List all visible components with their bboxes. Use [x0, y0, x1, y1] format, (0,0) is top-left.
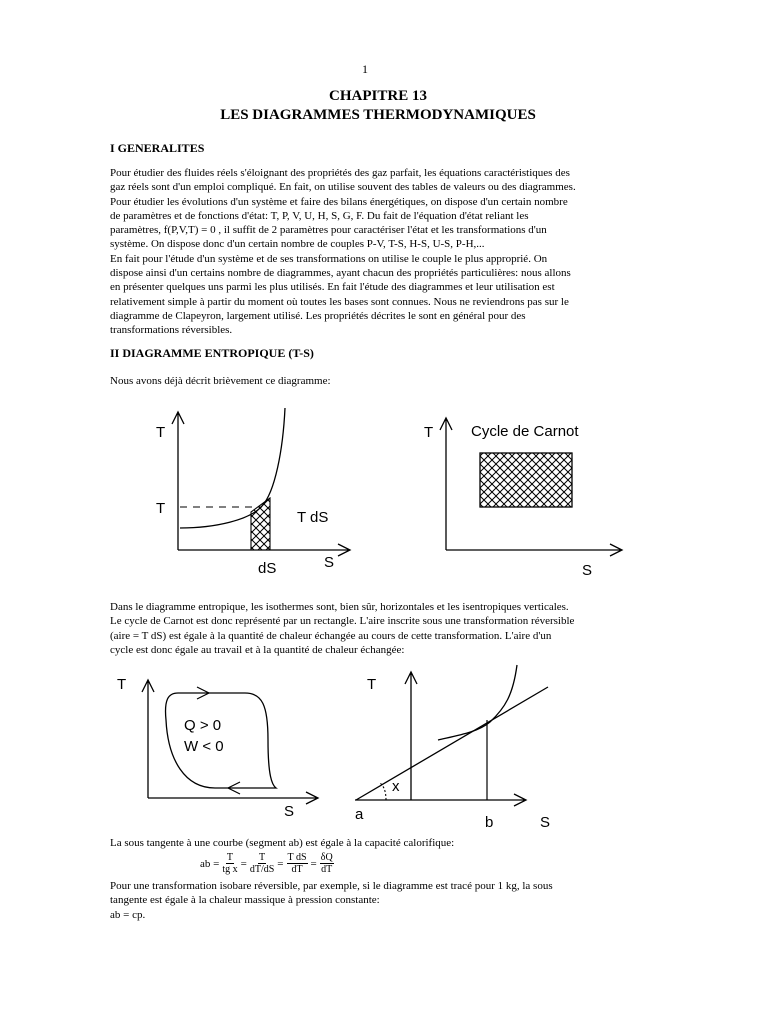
text-line: système. On dispose donc d'un certain nombre de couples P-V, T-S, H-S, U-S, P-H,... [110, 238, 485, 251]
s-axis-arrow [355, 794, 526, 806]
numerator: T [226, 852, 234, 863]
text-line: transformations réversibles. [110, 324, 233, 337]
text-line: Pour étudier des fluides réels s'éloignant des propriétés des gaz parfait, les équations caractéristiques des [110, 167, 570, 179]
fig1-t-axis-label: T [156, 424, 166, 441]
fig1-s-axis-label: S [324, 554, 335, 571]
fig4-b-label: b [485, 814, 494, 831]
tangent-line [356, 687, 548, 800]
tangent-sentence: La sous tangente à une courbe (segment ab) est égale à la capacité calorifique: [110, 837, 455, 849]
text-line: relativement simple à partir du moment où toutes les bases sont connues. Nous ne reviendrons pas sur le [110, 295, 569, 308]
fraction [287, 852, 308, 875]
fig4-s-axis-label: S [540, 814, 551, 831]
fig3-s-axis-label: S [284, 803, 295, 820]
figure-ts-area [172, 408, 350, 556]
figure-cycle [142, 680, 318, 804]
t-axis-arrow [172, 412, 184, 550]
fig4-angle-label: x [392, 778, 400, 795]
text-line: (aire = T dS) est égale à la quantité de chaleur échangée au cours de cette transformation. L'aire d'un [110, 629, 552, 642]
text-line: Pour une transformation isobare réversible, par exemple, si le diagramme est tracé pour 1 kg, la sous [110, 880, 553, 892]
text-line: Pour étudier les évolutions d'un système et faire des bilans énergétiques, on dispose d'un certain nombre [110, 195, 568, 208]
text-line: tangente est égale à la chaleur massique à pression constante: [110, 894, 380, 907]
figure-tangent [355, 665, 548, 806]
fraction [320, 852, 334, 875]
text-line: Le cycle de Carnot est donc représenté par un rectangle. L'aire inscrite sous une transformation réversible [110, 615, 575, 628]
denominator: dT [321, 864, 333, 875]
denominator: tg x [222, 864, 238, 875]
section-intro: Nous avons déjà décrit brièvement ce diagramme: [110, 375, 331, 387]
fig4-a-label: a [355, 806, 364, 823]
fig2-s-axis-label: S [582, 562, 593, 579]
fig2-t-axis-label: T [424, 424, 434, 441]
fig3-t-axis-label: T [117, 676, 127, 693]
text-line: dispose ainsi d'un certains nombre de diagrammes, ayant chacun des propriétés particulières: nous allons [110, 267, 571, 280]
fig2-title: Cycle de Carnot [471, 423, 579, 440]
fraction [250, 852, 274, 875]
t-axis-arrow [440, 418, 452, 550]
carnot-rectangle [480, 453, 572, 507]
text-line: de paramètres et de fonctions d'état: T, P, V, U, H, S, G, F. Du fait de l'équation d'état reliant les [110, 209, 529, 222]
fig4-t-axis-label: T [367, 676, 377, 693]
chapter-title: CHAPITRE 13 [329, 88, 427, 104]
fig1-t-level-label: T [156, 500, 166, 517]
chapter-subtitle: LES DIAGRAMMES THERMODYNAMIQUES [220, 107, 536, 123]
text-line: diagramme de Clapeyron, largement utilisé. Les propriétés décrites le sont en général pour des [110, 309, 526, 322]
fig3-q-label: Q > 0 [184, 717, 222, 734]
fig1-area-label: T dS [297, 509, 329, 526]
s-axis-arrow [446, 544, 622, 556]
text-line: paramètres, f(P,V,T) = 0 , il suffit de 2 paramètres pour caractériser l'état et les transformations d'un [110, 224, 547, 237]
fraction [222, 852, 237, 875]
text-line: En fait pour l'étude d'un système et de ses transformations on utilise le couple le plus approprié. On [110, 252, 548, 265]
numerator: δQ [320, 852, 333, 863]
paragraph-entropique [110, 600, 658, 657]
page-number: 1 [362, 62, 368, 76]
section-heading-entropique: II DIAGRAMME ENTROPIQUE (T-S) [110, 346, 314, 360]
area-strip [251, 498, 270, 550]
fig1-ds-label: dS [258, 560, 277, 577]
text-line: en présenter quelques uns parmi les plus utilisés. En fait l'étude des diagrammes et leur utilisation est [110, 281, 555, 294]
section-heading-generalites: I GENERALITES [110, 141, 205, 155]
text-line: cycle est donc égale au travail et à la quantité de chaleur échangée: [110, 643, 405, 656]
text-line: gaz réels sont d'un emploi compliqué. En fait, on utilise souvent des tables de valeurs ou des diagrammes. [110, 181, 576, 194]
equals-sign: = [240, 857, 247, 870]
equals-sign: = [310, 857, 317, 870]
denominator: dT [291, 864, 303, 875]
paragraph-isobare [110, 879, 658, 922]
t-axis-arrow [142, 680, 154, 798]
formula-lhs: ab = [200, 857, 220, 870]
t-axis-arrow [405, 672, 417, 800]
fig3-w-label: W < 0 [184, 738, 224, 755]
numerator: T [259, 852, 266, 863]
numerator: T dS [287, 852, 307, 863]
text-line: ab = cp. [110, 908, 146, 921]
equals-sign: = [277, 857, 284, 870]
denominator: dT/dS [249, 864, 275, 875]
text-line: Dans le diagramme entropique, les isothermes sont, bien sûr, horizontales et les isentropiques verticales. [110, 601, 569, 613]
formula-ab [200, 852, 334, 875]
